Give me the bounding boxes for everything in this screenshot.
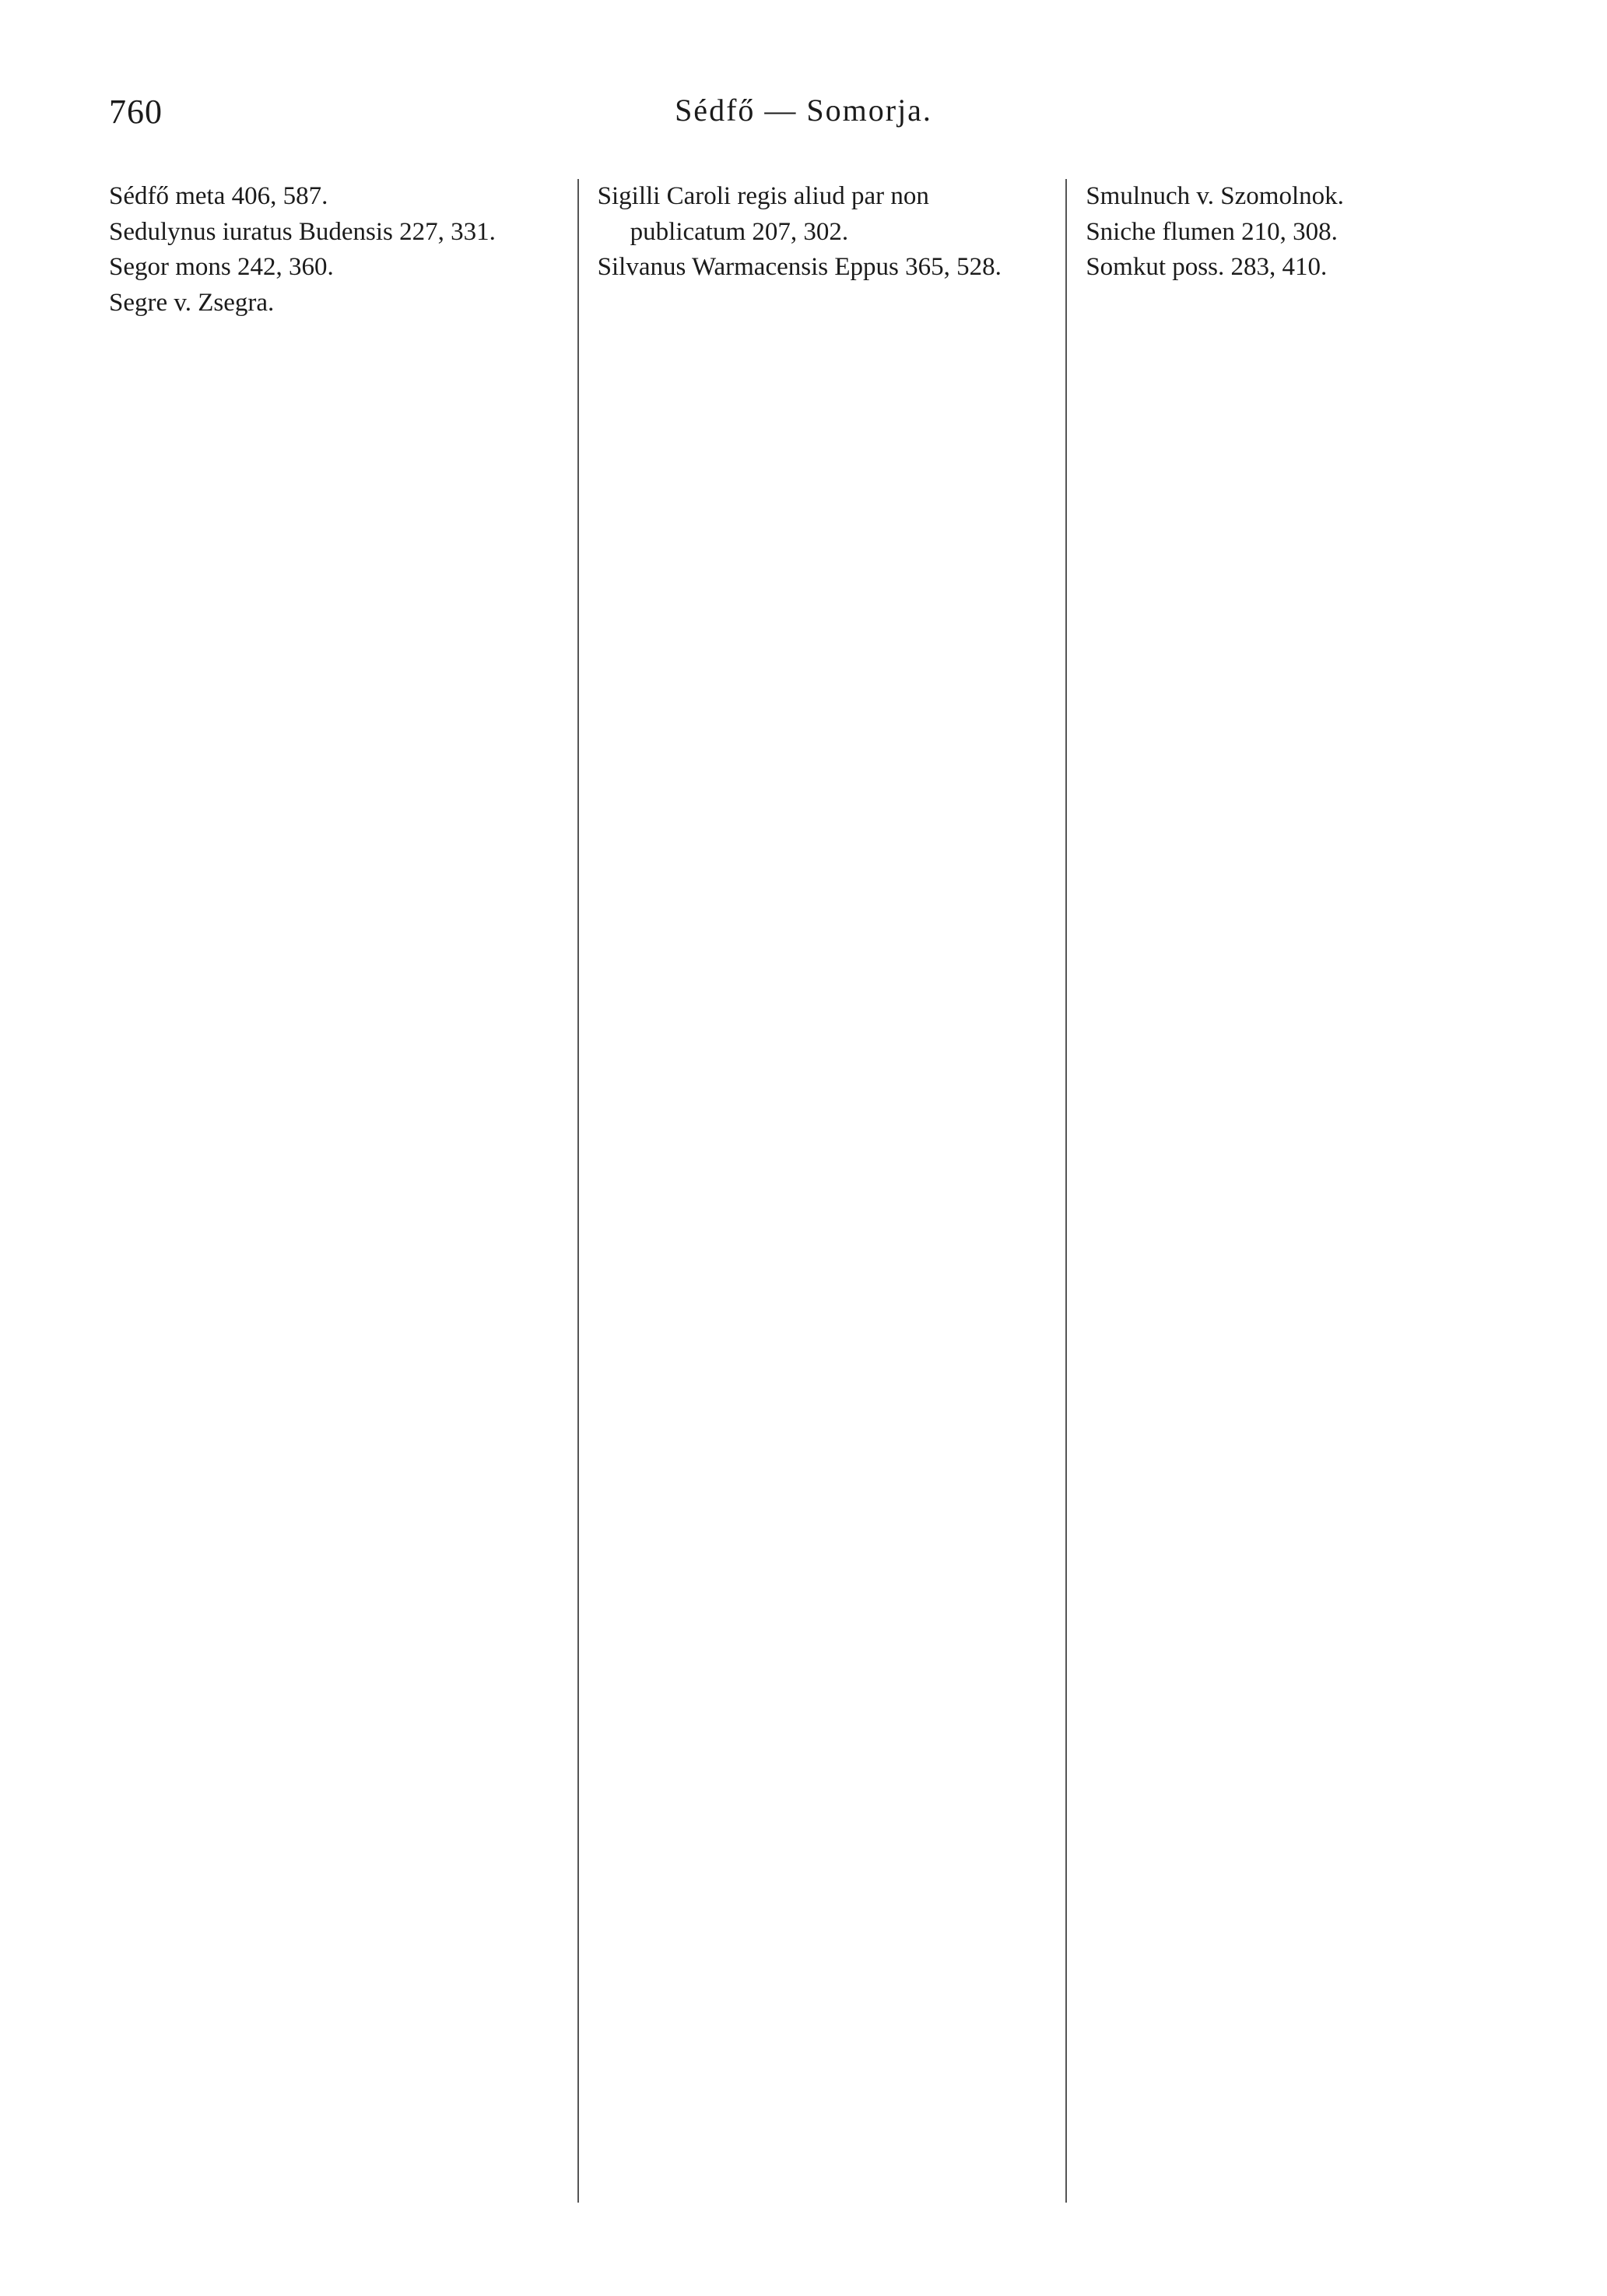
index-column-3 <box>1086 179 1537 2249</box>
index-entry: Segor mons 242, 360. <box>109 253 334 282</box>
index-entry: Segre v. Zsegra. <box>109 288 275 317</box>
index-entry: Sedulynus iuratus Budensis 227, 331. <box>109 217 496 246</box>
index-entry: Smulnuch v. Szomolnok. <box>1086 182 1344 210</box>
index-column-2 <box>598 179 1049 2249</box>
index-entry: Sniche flumen 210, 308. <box>1086 217 1338 246</box>
index-entry: Somkut poss. 283, 410. <box>1086 253 1328 282</box>
running-head: Sédfő — Somorja. <box>675 93 932 128</box>
index-columns <box>109 179 1537 2249</box>
index-entry: Sédfő meta 406, 587. <box>109 182 328 210</box>
page-header <box>109 92 1498 139</box>
page-number: 760 <box>109 93 163 131</box>
index-entry: Silvanus Warmacensis Eppus 365, 528. <box>597 253 1002 282</box>
index-entry: Sigilli Caroli regis aliud par non publicatum 207, 302. <box>597 182 929 246</box>
index-column-1 <box>109 179 560 2249</box>
